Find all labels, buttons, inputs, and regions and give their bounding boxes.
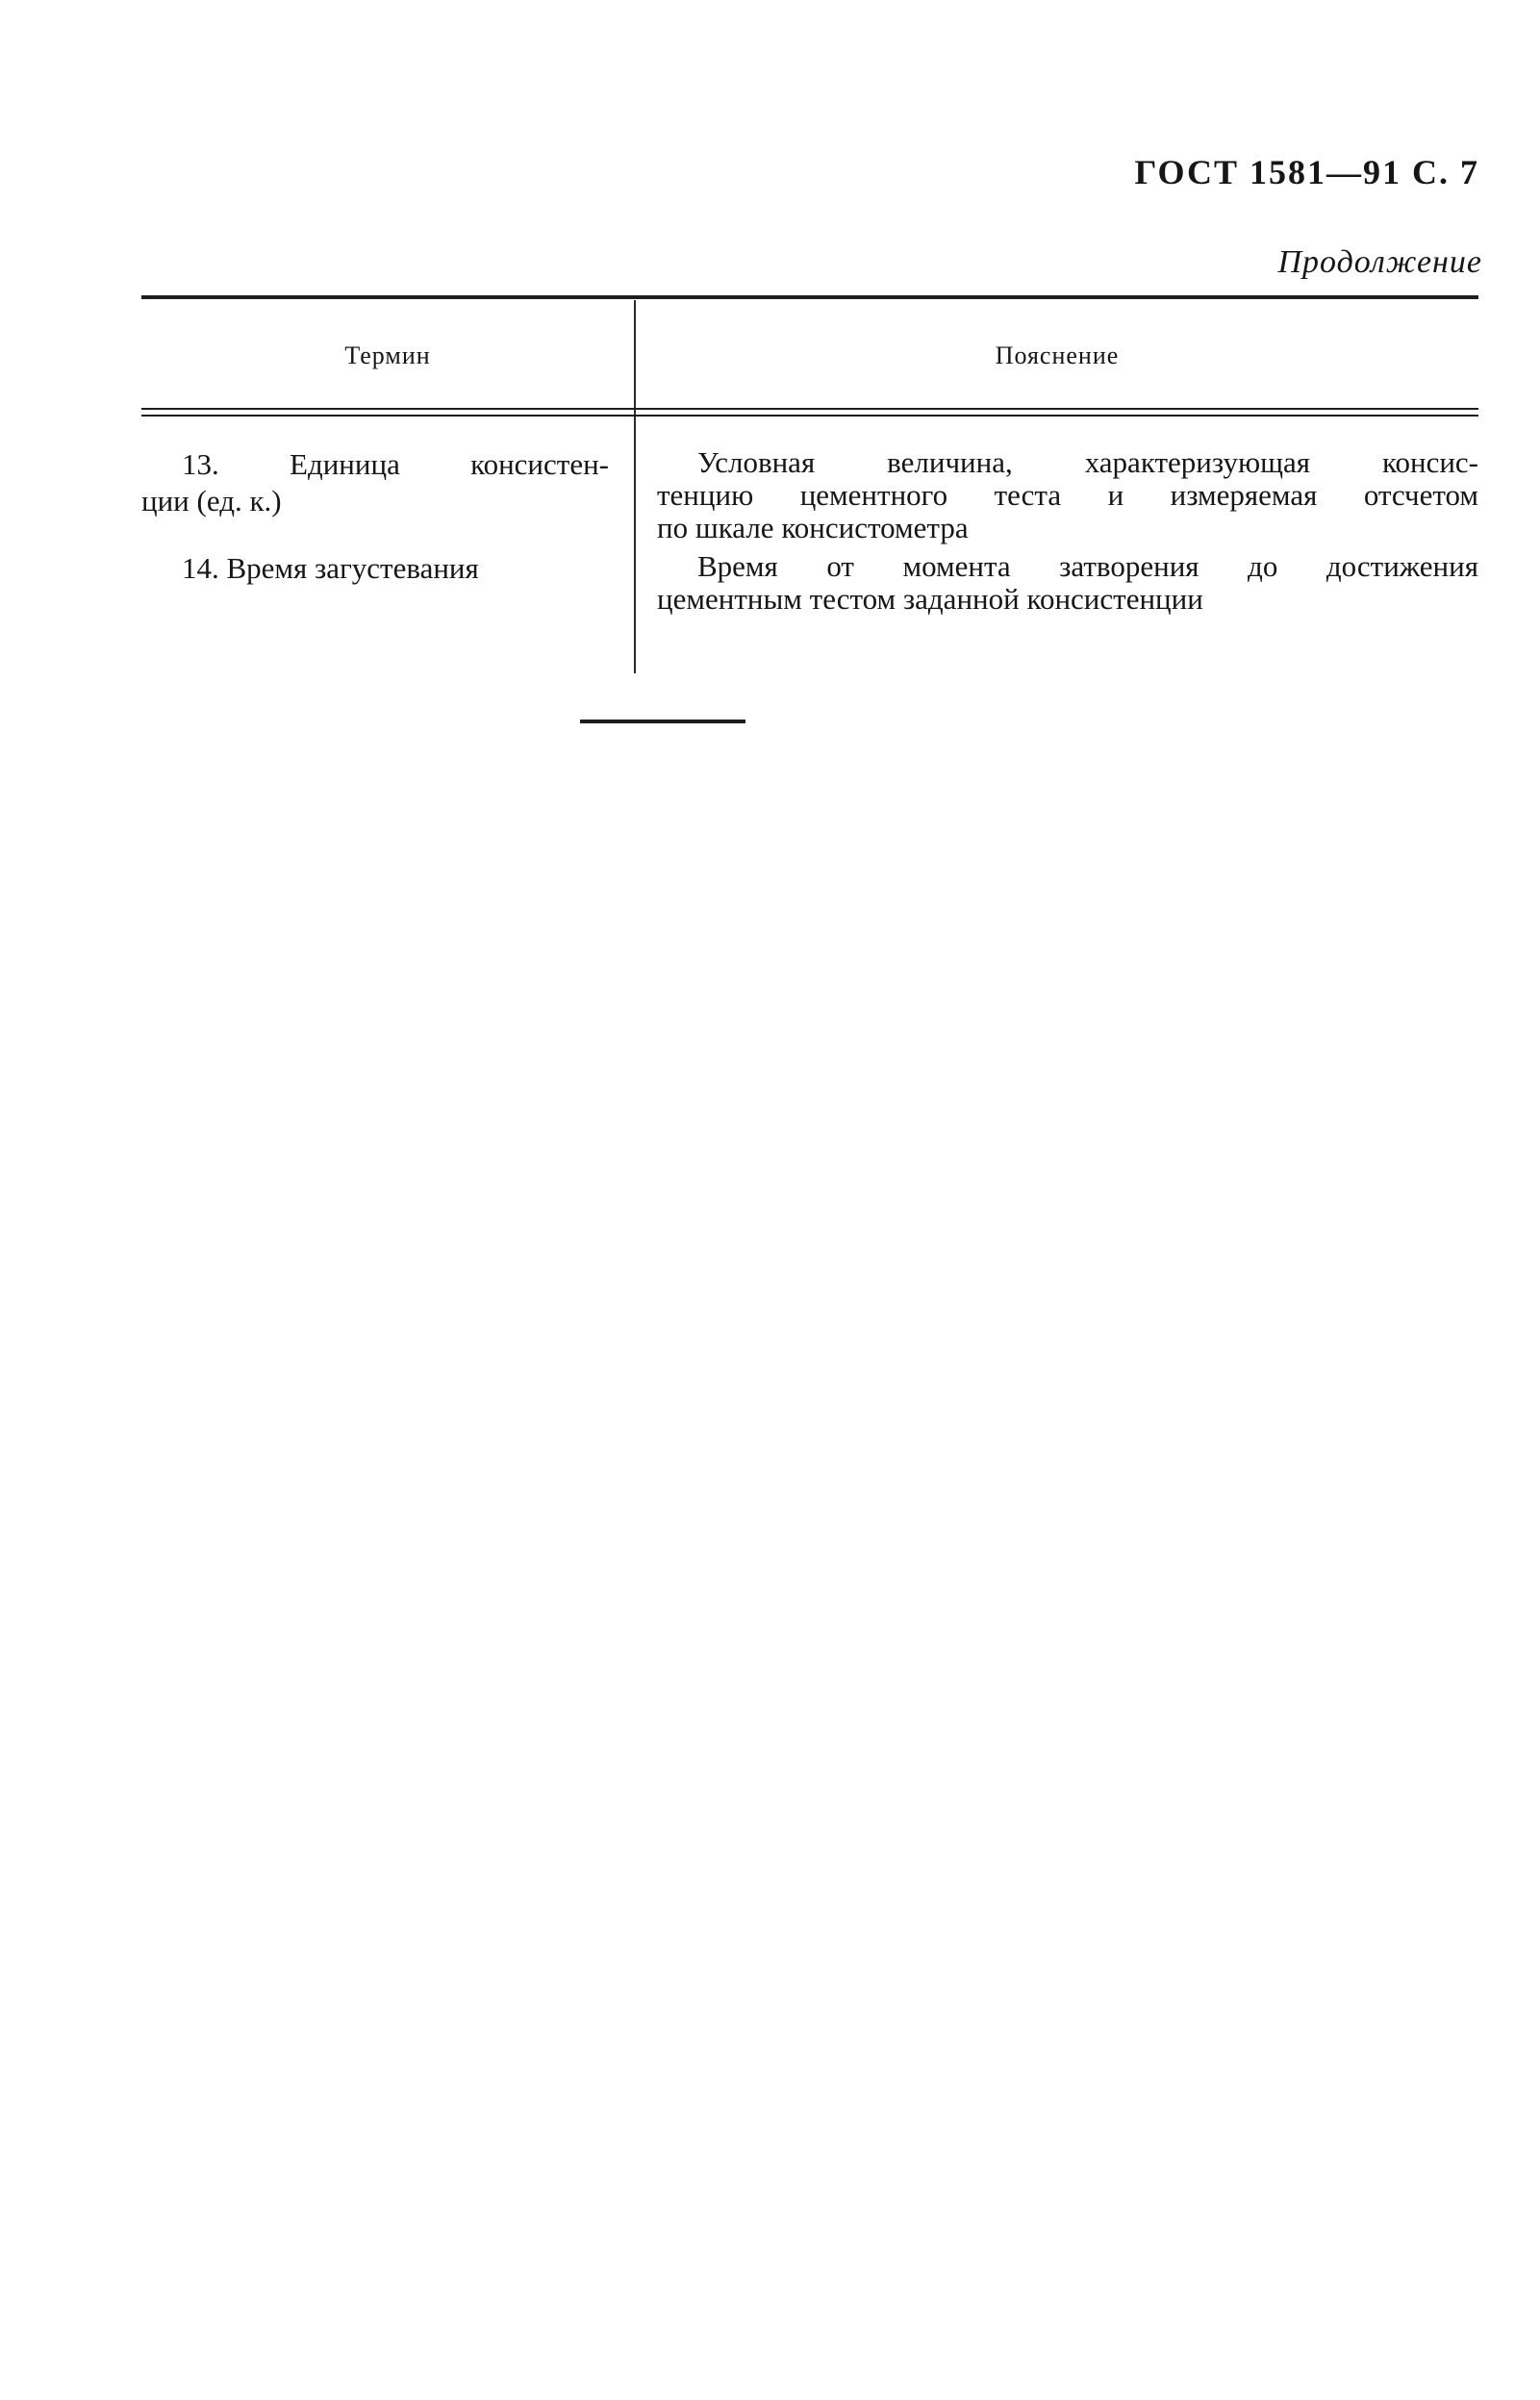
table-top-rule	[141, 295, 1478, 299]
explanation-line: Время от момента затворения до достижения	[697, 549, 1478, 583]
header-rule-upper	[141, 408, 1478, 410]
table-row-explanation	[657, 550, 1478, 616]
term-line: 14. Время загустевания	[182, 551, 479, 585]
table-row-term	[141, 446, 609, 519]
term-line: 13. Единица консистен-	[182, 447, 609, 481]
continuation-label: Продолжение	[1277, 244, 1482, 280]
column-header-explanation: Пояснение	[995, 341, 1120, 369]
explanation-line: Условная величина, характеризующая консис-	[697, 445, 1478, 479]
header-rule-lower	[141, 415, 1478, 417]
end-of-table-rule	[580, 720, 745, 723]
table-row-term	[141, 550, 609, 587]
explanation-line: тенцию цементного теста и измеряемая отсчетом	[657, 478, 1478, 512]
document-reference: ГОСТ 1581—91 С. 7	[1134, 153, 1479, 191]
term-line: ции (ед. к.)	[141, 484, 282, 518]
table-row-explanation	[657, 446, 1478, 544]
column-header-term: Термин	[344, 341, 431, 369]
explanation-line: цементным тестом заданной консистенции	[657, 582, 1203, 616]
explanation-line: по шкале консистометра	[657, 511, 969, 544]
